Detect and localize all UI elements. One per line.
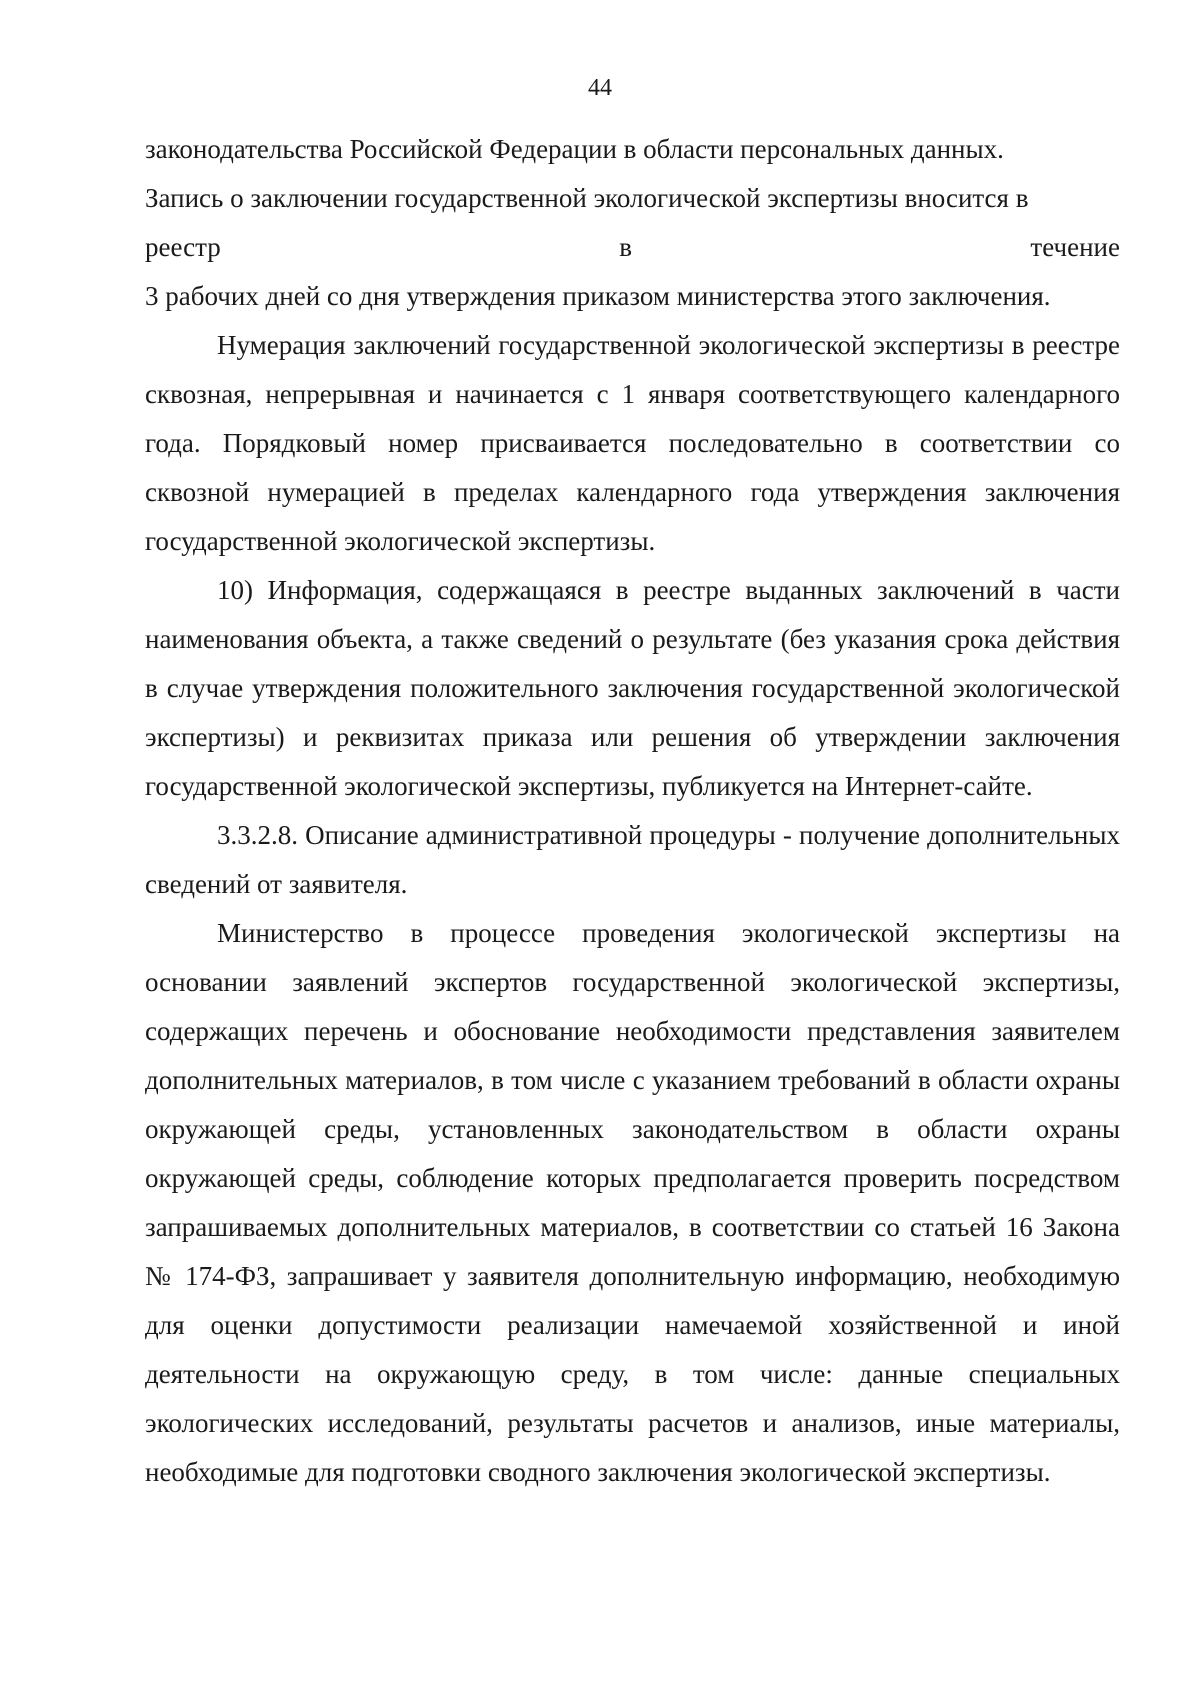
paragraph-numbering: Нумерация заключений государственной экологической экспертизы в реестре сквозная, непрерывная и начинается с 1 января соответствующего календарного года. Порядковый номер присваивается последовательно в соответствии со сквозной нумерацией в пределах календарного года утверждения заключения государственной экологической экспертизы. [145, 330, 1120, 556]
text-line: Запись о заключении государственной экологической экспертизы вносится в [145, 183, 1029, 213]
text-line: законодательства Российской Федерации в области персональных данных. [145, 134, 1004, 164]
paragraph-registry-info: 10) Информация, содержащаяся в реестре выданных заключений в части наименования объекта, а также сведений о результате (без указания срока действия в случае утверждения положительного заключения государственной экологической экспертизы) и реквизитах приказа или решения об утверждении заключения государственной экологической экспертизы, публикуется на Интернет-сайте. [145, 575, 1120, 801]
document-body [145, 125, 1120, 1497]
page-number: 44 [588, 75, 612, 101]
text-line: 3 рабочих дней со дня утверждения приказом министерства этого заключения. [145, 281, 1051, 311]
paragraph-procedure-heading: 3.3.2.8. Описание административной процедуры - получение дополнительных сведений от заявителя. [145, 820, 1120, 899]
spread-word: реестр [145, 232, 221, 262]
paragraph-ministry-request: Министерство в процессе проведения экологической экспертизы на основании заявлений экспертов государственной экологической экспертизы, содержащих перечень и обоснование необходимости представления заявителем дополнительных материалов, в том числе с указанием требований в области охраны окружающей среды, установленных законодательством в области охраны окружающей среды, соблюдение которых предполагается проверить посредством запрашиваемых дополнительных материалов, в соответствии со статьей 16 Закона № 174-ФЗ, запрашивает у заявителя дополнительную информацию, необходимую для оценки допустимости реализации намечаемой хозяйственной и иной деятельности на окружающую среду, в том числе: данные специальных экологических исследований, результаты расчетов и анализов, иные материалы, необходимые для подготовки сводного заключения экологической экспертизы. [145, 918, 1120, 1487]
spread-word: течение [1030, 232, 1120, 262]
spread-word: в [619, 232, 632, 262]
text-line-spread [145, 223, 1120, 272]
